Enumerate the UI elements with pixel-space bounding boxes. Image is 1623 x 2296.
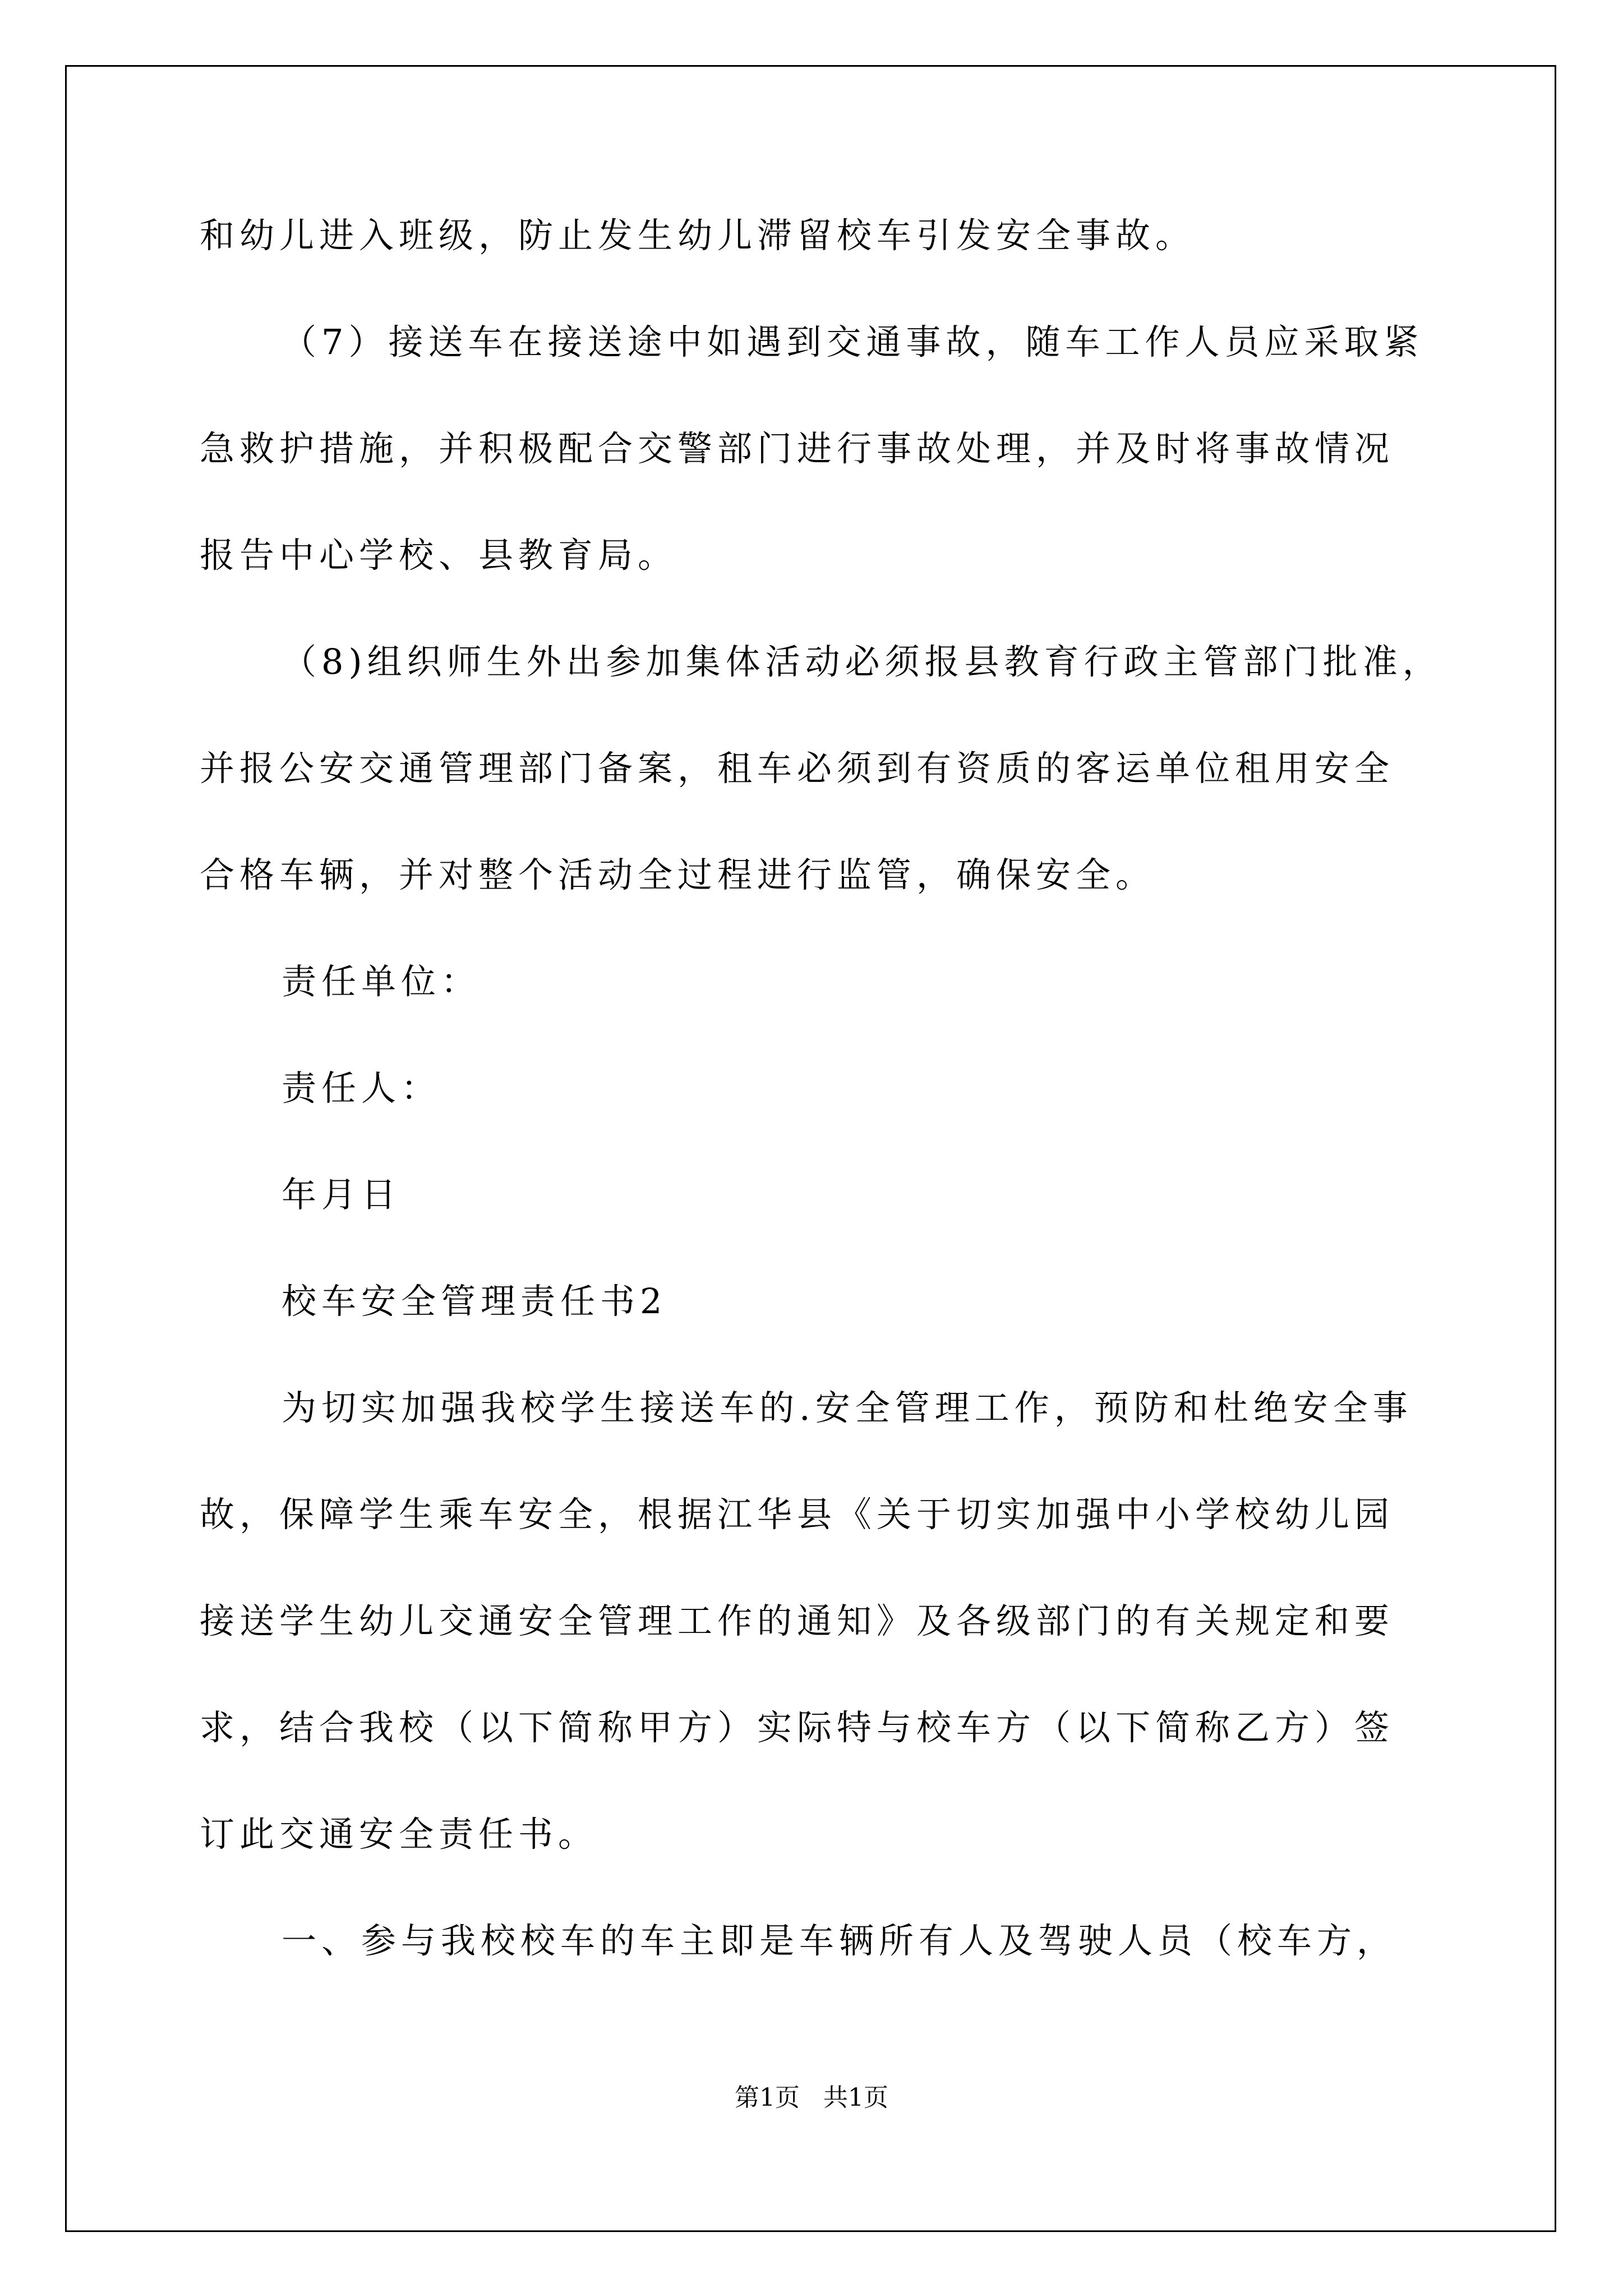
text-line: 一、参与我校校车的车主即是车辆所有人及驾驶人员（校车方， (282, 1920, 1397, 1961)
section-heading: 校车安全管理责任书2 (282, 1281, 667, 1322)
text-line: 并报公安交通管理部门备案，租车必须到有资质的客运单位租用安全 (200, 748, 1395, 789)
page-border (65, 65, 1556, 2232)
text-line: 年月日 (282, 1174, 402, 1215)
text-line: （8)组织师生外出参加集体活动必须报县教育行政主管部门批准， (282, 641, 1442, 682)
text-line: 接送学生幼儿交通安全管理工作的通知》及各级部门的有关规定和要 (200, 1600, 1395, 1641)
text-line: 急救护措施，并积极配合交警部门进行事故处理，并及时将事故情况 (200, 428, 1395, 469)
text-line: 故，保障学生乘车安全，根据江华县《关于切实加强中小学校幼儿园 (200, 1494, 1395, 1535)
text-line: 求，结合我校（以下简称甲方）实际特与校车方（以下简称乙方）签 (200, 1707, 1395, 1748)
text-line: 和幼儿进入班级，防止发生幼儿滞留校车引发安全事故。 (200, 215, 1196, 256)
text-line: 订此交通安全责任书。 (200, 1814, 598, 1855)
text-line: 责任单位： (282, 961, 481, 1002)
text-line: 报告中心学校、县教育局。 (200, 535, 678, 576)
text-line: （7）接送车在接送途中如遇到交通事故，随车工作人员应采取紧 (282, 321, 1424, 362)
text-line: 合格车辆，并对整个活动全过程进行监管，确保安全。 (200, 854, 1156, 895)
text-line: 责任人： (282, 1068, 441, 1108)
page-footer: 第1页 共1页 (735, 2083, 888, 2112)
text-line: 为切实加强我校学生接送车的.安全管理工作，预防和杜绝安全事 (282, 1387, 1413, 1428)
